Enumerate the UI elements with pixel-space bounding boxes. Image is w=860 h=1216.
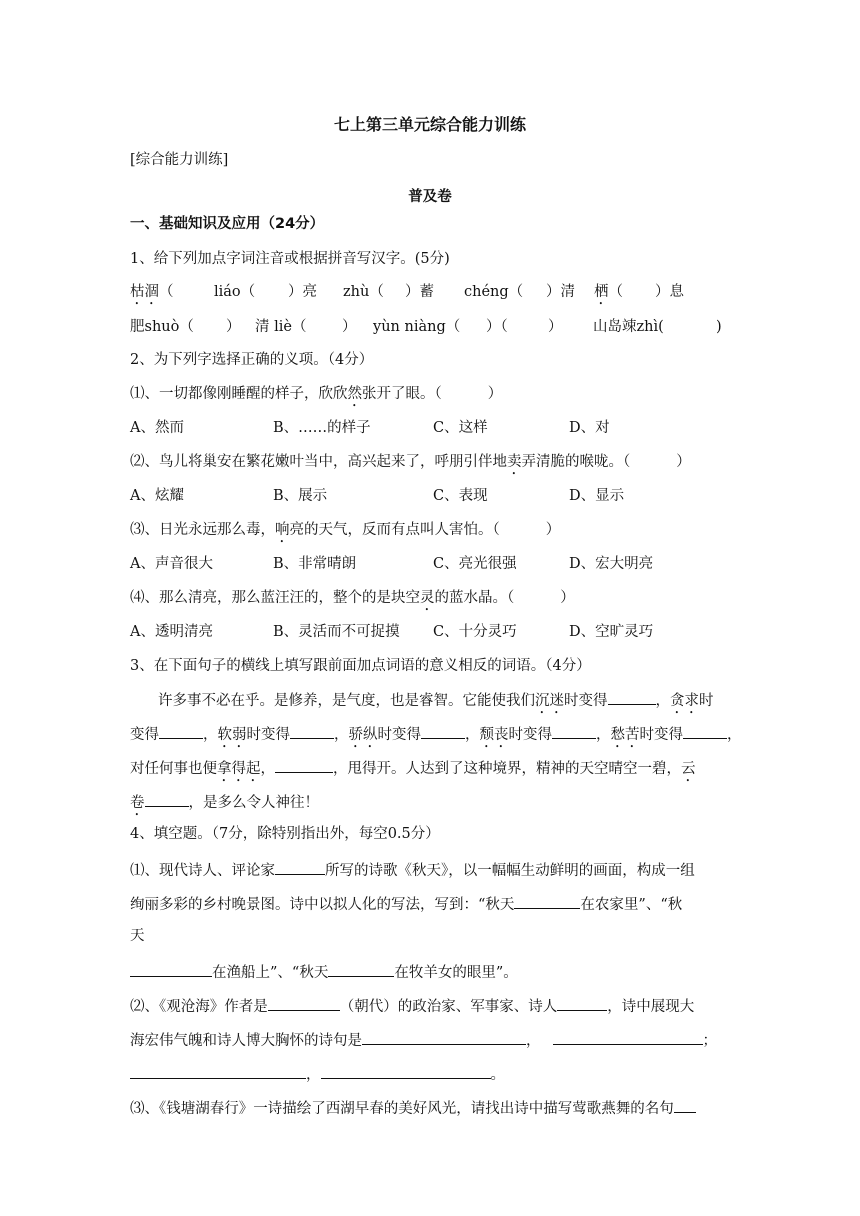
q4-answer-blank[interactable]	[674, 1096, 696, 1113]
q4-stem: 4、填空题。（7分，除特别指出外，每空0.5分）	[130, 826, 440, 842]
q3-text: 时变得	[508, 727, 552, 743]
paper-subtitle: 普及卷	[408, 189, 452, 205]
q2-item-text: 的蓝水晶。（	[434, 590, 515, 606]
q2-option: B、灵活而不可捉摸	[273, 624, 400, 640]
q1-row1-cell: liáo（	[214, 284, 256, 300]
q1-row2-cell: 肥shuò（	[130, 319, 194, 335]
q4-s2-line-2	[130, 1028, 717, 1051]
q3-para-line-4	[130, 790, 319, 819]
q4-s1-line-3: 天	[130, 928, 145, 944]
q4-text: ，	[526, 1033, 541, 1049]
q4-s3-line-1	[130, 1096, 696, 1119]
q1-row1-cell-text: 栖（	[594, 284, 623, 300]
q2-option: D、空旷灵巧	[569, 624, 654, 640]
q3-text: ，是多么令人神往！	[188, 795, 319, 811]
q2-item-text: ⑶、日光永远那么毒，	[130, 522, 275, 538]
q3-stem: 3、在下面句子的横线上填写跟前面加点词语的意义相反的词语。（4分）	[130, 658, 591, 674]
q4-s2-line-3	[130, 1062, 505, 1085]
section-tag: [综合能力训练]	[130, 152, 229, 168]
q3-text: ，	[596, 727, 611, 743]
q1-row1-cell	[594, 282, 623, 308]
q2-dotted-char: 卖	[507, 454, 522, 470]
q4-s2-line-1	[130, 994, 694, 1017]
q2-item-text: ⑴、一切都像刚睡醒的样子，欣欣	[130, 386, 348, 402]
q4-answer-blank[interactable]	[514, 892, 580, 909]
q2-item-close: ）	[487, 386, 503, 402]
q3-text: ，	[203, 727, 218, 743]
q3-dotted-word: 颓丧	[479, 727, 509, 743]
q4-text: 所写的诗歌《秋天》，以一幅幅生动鲜明的画面，构成一组	[325, 863, 695, 879]
q1-row1-cell: zhù（	[343, 284, 384, 300]
q4-text: （朝代）的政治家、军事家、诗人	[339, 999, 558, 1015]
q3-dotted-word: 沉迷	[535, 693, 564, 709]
q3-text: ，	[655, 693, 670, 709]
q3-dotted-word: 云	[681, 761, 696, 777]
q2-option: B、非常晴朗	[273, 556, 357, 572]
q3-dotted-word: 骄纵	[348, 727, 378, 743]
q3-answer-blank[interactable]	[159, 722, 203, 739]
q4-text: ，诗中展现大	[607, 999, 695, 1015]
q2-item-close: ）	[545, 522, 561, 538]
q1-stem: 1、给下列加点字词注音或根据拼音写汉字。(5分)	[130, 251, 450, 267]
q2-option: C、表现	[433, 488, 488, 504]
q4-text: ；	[702, 1033, 717, 1049]
q4-text: ⑴、现代诗人、评论家	[130, 863, 275, 879]
q2-item-text: 亮的天气，反而有点叫人害怕。（	[289, 522, 500, 538]
q2-item-text: 张开了眼。（	[362, 386, 442, 402]
q2-stem: 2、为下列字选择正确的义项。（4分）	[130, 352, 374, 368]
q2-option: B、……的样子	[273, 420, 371, 436]
q1-row2-cell: ）（	[486, 319, 508, 335]
q1-row2-cell: ）	[226, 319, 241, 335]
q4-answer-blank[interactable]	[557, 994, 607, 1011]
q1-row1-cell-text: 枯涸（	[130, 284, 174, 300]
q1-row1-cell: ）息	[655, 284, 684, 300]
q3-text: ，	[465, 727, 480, 743]
q4-text: ⑵、《观沧海》作者是	[130, 999, 268, 1015]
q3-answer-blank[interactable]	[683, 722, 727, 739]
q2-option: A、炫耀	[130, 488, 184, 504]
q2-dotted-char: 灵	[420, 590, 435, 606]
q3-dotted-word: 愁苦	[610, 727, 640, 743]
q2-option: D、宏大明亮	[569, 556, 654, 572]
q3-para-line-2	[130, 722, 742, 751]
q4-answer-blank[interactable]	[328, 960, 394, 977]
q4-answer-blank[interactable]	[130, 1062, 306, 1079]
q3-answer-blank[interactable]	[421, 722, 465, 739]
q2-dotted-char: 响	[275, 522, 290, 538]
q2-item-text: 弄清脆的喉咙。（	[521, 454, 631, 470]
q3-dotted-word: 贪求	[670, 693, 699, 709]
q4-text: ⑶、《钱塘湖春行》一诗描绘了西湖早春的美好风光，请找出诗中描写莺歌燕舞的名句	[130, 1101, 674, 1117]
q4-answer-blank[interactable]	[130, 960, 212, 977]
q3-dotted-word: 软弱	[217, 727, 247, 743]
q1-row1-cell: ）清	[546, 284, 575, 300]
q4-text: 绚丽多彩的乡村晚景图。诗中以拟人化的写法，写到：“秋天	[130, 897, 515, 913]
q3-text: 时变得	[639, 727, 683, 743]
q1-row2-cell: ）	[548, 319, 563, 335]
q1-row1-cell: ）蓄	[405, 284, 434, 300]
q4-answer-blank[interactable]	[362, 1028, 526, 1045]
q1-row2-cell: yùn niàng（	[373, 319, 461, 335]
q2-option: C、这样	[433, 420, 488, 436]
q3-answer-blank[interactable]	[552, 722, 596, 739]
q3-text: ，甩得开。人达到了这种境界，精神的天空晴空一碧，	[333, 761, 681, 777]
document-title: 七上第三单元综合能力训练	[333, 115, 526, 134]
q2-item-1	[130, 384, 502, 410]
q2-option: B、展示	[273, 488, 328, 504]
q3-answer-blank[interactable]	[275, 756, 333, 773]
q4-text: 在农家里”、“秋	[580, 897, 683, 913]
q3-answer-blank[interactable]	[608, 688, 656, 705]
q4-text: 。	[490, 1067, 505, 1083]
q3-text: 时	[699, 693, 714, 709]
q3-text: 对任何事也便	[130, 761, 217, 777]
q2-item-text: ⑷、那么清亮，那么蓝汪汪的，整个的是块空	[130, 590, 420, 606]
q1-row1-cell: chéng（	[464, 284, 524, 300]
q2-item-close: ）	[676, 454, 691, 470]
q2-item-close: ）	[560, 590, 575, 606]
q3-para-line-1	[158, 688, 714, 717]
q3-text: 许多事不必在乎。是修养，是气度，也是睿智。它能使我们	[158, 693, 535, 709]
q3-para-line-3	[130, 756, 696, 785]
q3-text: ，	[727, 727, 742, 743]
q3-answer-blank[interactable]	[290, 722, 334, 739]
q1-row2-cell: )	[716, 319, 722, 335]
q4-answer-blank[interactable]	[321, 1062, 491, 1079]
part1-heading: 一、基础知识及应用（24分）	[130, 216, 325, 232]
q3-text: 时变得	[377, 727, 421, 743]
q4-s1-line-4	[130, 960, 518, 983]
q3-dotted-word: 拿得起	[217, 761, 261, 777]
q3-text: 时变得	[246, 727, 290, 743]
q4-text: ，	[306, 1067, 321, 1083]
q2-option: C、十分灵巧	[433, 624, 517, 640]
q2-option: C、亮光很强	[433, 556, 517, 572]
q2-item-2	[130, 452, 691, 478]
q4-answer-blank[interactable]	[275, 858, 325, 875]
q4-text: 海宏伟气魄和诗人博大胸怀的诗句是	[130, 1033, 362, 1049]
q4-answer-blank[interactable]	[268, 994, 340, 1011]
q4-answer-blank[interactable]	[553, 1028, 703, 1045]
q2-option: D、显示	[569, 488, 625, 504]
q2-item-3	[130, 520, 560, 546]
q4-s1-line-1	[130, 858, 695, 881]
q3-answer-blank[interactable]	[145, 790, 189, 807]
q1-row1-cell: ）亮	[288, 284, 317, 300]
q3-text: 时变得	[564, 693, 608, 709]
q3-text: 变得	[130, 727, 159, 743]
q3-text: ，	[334, 727, 349, 743]
q1-row1-cell	[130, 282, 174, 308]
q1-row2-cell: 山岛竦zhì(	[593, 319, 664, 335]
q2-item-4	[130, 588, 575, 614]
q2-item-text: ⑵、鸟儿将巢安在繁花嫩叶当中，高兴起来了，呼朋引伴地	[130, 454, 507, 470]
q4-text: 在渔船上”、“秋天	[212, 965, 329, 981]
q1-row2-cell: 清 liè（	[255, 319, 307, 335]
q4-text: 在牧羊女的眼里”。	[394, 965, 518, 981]
q2-option: A、然而	[130, 420, 184, 436]
q3-dotted-word: 卷	[130, 795, 145, 811]
q2-option: D、对	[569, 420, 610, 436]
q1-row2-cell: ）	[342, 319, 357, 335]
q3-text: ，	[260, 761, 275, 777]
q2-dotted-char: 然	[347, 386, 362, 402]
q4-s1-line-2	[130, 892, 682, 915]
q2-option: A、声音很大	[130, 556, 213, 572]
q2-option: A、透明清亮	[130, 624, 213, 640]
